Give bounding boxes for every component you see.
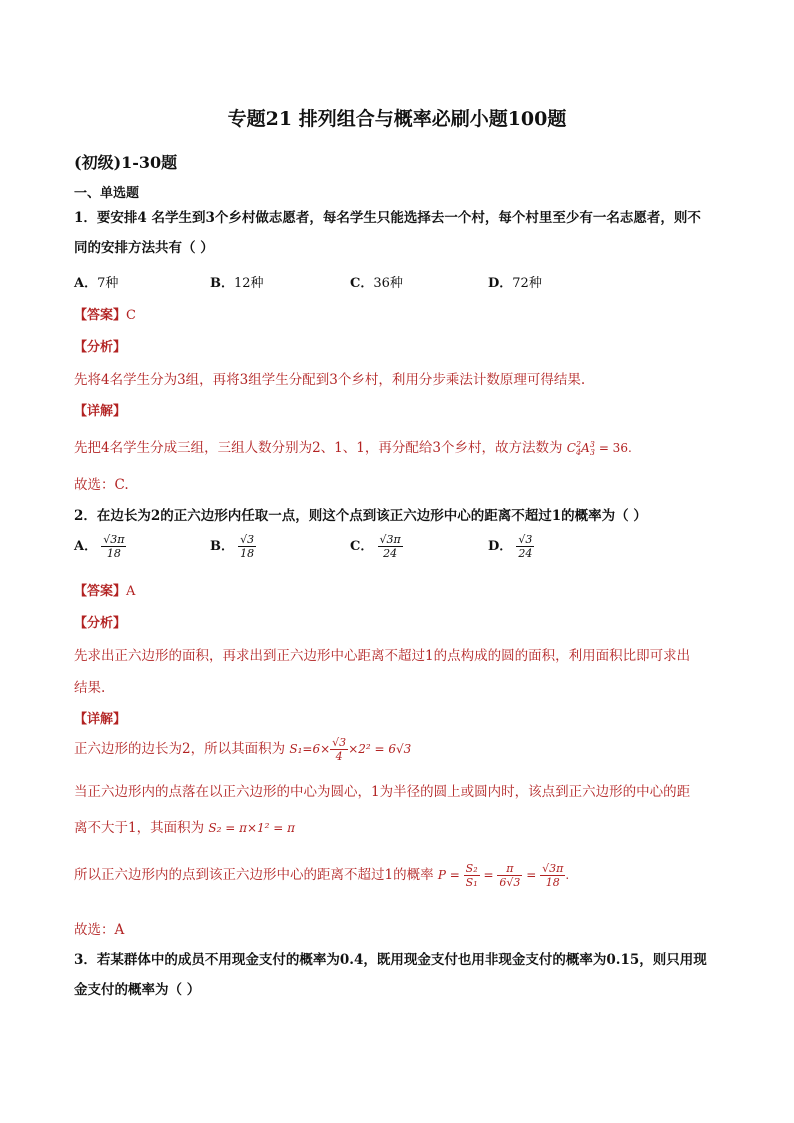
option-label: A．	[74, 539, 98, 554]
combination-sub: 4	[576, 448, 582, 458]
q3-stem-line2: 金支付的概率为（ ）	[74, 982, 201, 998]
probability-formula: P = $\frac{\text{S₂}}{\text{S₁}}$ = $\frac{\pi}{6√3}$ = $\frac{√3\pi}{18}$ .	[437, 862, 570, 889]
fraction-numerator: √3π	[379, 533, 401, 546]
fraction-numerator: √3π	[103, 533, 125, 546]
answer-value: A	[126, 584, 136, 599]
q1-option-a	[74, 272, 118, 291]
detail-sentence: 离不大于1，其面积为	[74, 820, 205, 836]
q3-stem-line1: 3．若某群体中的成员不用现金支付的概率为0.4，既用现金支付也用非现金支付的概率为0.15，则只用现	[74, 952, 707, 968]
fraction-denominator: 24	[383, 547, 398, 560]
fraction-denominator: 6√3	[499, 876, 521, 889]
option-fraction	[101, 533, 126, 560]
fraction-numerator: √3	[518, 533, 533, 546]
q1-choice: 故选：C.	[74, 477, 129, 493]
q2-option-d	[488, 533, 534, 560]
fraction-denominator: 24	[518, 547, 533, 560]
arrangement-sub: 3	[589, 448, 595, 458]
q1-detail-tag: 【详解】	[74, 404, 127, 419]
fraction-numerator: S₂	[465, 862, 478, 875]
fraction-numerator: √3	[240, 533, 255, 546]
option-value: 72种	[512, 276, 542, 291]
q1-stem-line2: 同的安排方法共有（ ）	[74, 240, 214, 256]
q1-analysis-text: 先将4名学生分为3组，再将3组学生分配到3个乡村，利用分步乘法计数原理可得结果.	[74, 372, 586, 388]
q2-analysis-tag: 【分析】	[74, 616, 127, 631]
section-heading: 一、单选题	[74, 186, 140, 201]
q1-option-b	[210, 272, 264, 291]
arrangement-sup: 3	[589, 440, 595, 449]
q2-analysis-line2: 结果.	[74, 680, 106, 696]
formula-fraction	[330, 736, 348, 763]
q2-option-b	[210, 533, 256, 560]
q2-option-c	[350, 533, 403, 560]
option-label: C．	[350, 276, 374, 291]
option-value: 7种	[97, 276, 119, 291]
arrangement-symbol: A	[581, 441, 590, 455]
q2-detail-line2: 当正六边形内的点落在以正六边形的中心为圆心，1为半径的圆上或圆内时，该点到正六边形的中心的距	[74, 784, 691, 800]
formula-result: = 36.	[598, 441, 632, 455]
combination-sup: 2	[575, 440, 582, 449]
formula-part: ×2² = 6√3	[348, 742, 412, 756]
option-value: 12种	[234, 276, 264, 291]
option-fraction	[378, 533, 403, 560]
area-formula-s1	[289, 736, 412, 763]
q1-detail-text	[74, 436, 632, 457]
option-label: C．	[350, 539, 374, 554]
q1-stem-line1: 1．要安排4 名学生到3个乡村做志愿者，每名学生只能选择去一个村，每个村里至少有一名志愿者，则不	[74, 210, 701, 226]
fraction-denominator: 18	[545, 876, 560, 889]
option-label: B．	[210, 539, 234, 554]
area-formula-s2: S₂ = π×1² = π	[208, 821, 296, 835]
fraction-numerator: √3π	[542, 862, 564, 875]
formula-fraction	[464, 862, 480, 889]
detail-sentence: 所以正六边形内的点到该正六边形中心的距离不超过1的概率	[74, 867, 434, 883]
q2-stem: 2．在边长为2的正六边形内任取一点，则这个点到该正六边形中心的距离不超过1的概率为（ ）	[74, 508, 647, 524]
answer-tag: 【答案】	[74, 584, 127, 599]
q1-analysis-tag: 【分析】	[74, 340, 127, 355]
q2-choice: 故选：A	[74, 922, 125, 938]
answer-tag: 【答案】	[74, 308, 127, 323]
q2-answer	[74, 580, 135, 599]
fraction-denominator: 18	[240, 547, 255, 560]
q2-detail-line4	[74, 862, 569, 889]
q2-detail-line3	[74, 816, 295, 836]
q1-answer	[74, 304, 136, 323]
formula-part: P =	[437, 868, 460, 882]
detail-sentence: 先把4名学生分成三组，三组人数分别为2、1、1，再分配给3个乡村，故方法数为	[74, 440, 563, 456]
fraction-denominator: 18	[106, 547, 121, 560]
q2-detail-line1	[74, 736, 411, 763]
fraction-numerator: √3	[332, 736, 347, 749]
q2-option-a	[74, 533, 126, 560]
fraction-denominator: 4	[335, 750, 343, 763]
subtitle: (初级)1-30题	[74, 153, 178, 172]
option-label: A．	[74, 276, 98, 291]
formula-part: S₁=6×	[289, 742, 331, 756]
q1-option-d	[488, 272, 542, 291]
formula-fraction	[540, 862, 565, 889]
detail-sentence: 正六边形的边长为2，所以其面积为	[74, 741, 286, 757]
q1-option-c	[350, 272, 403, 291]
q2-analysis-line1: 先求出正六边形的面积，再求出到正六边形中心距离不超过1的点构成的圆的面积，利用面积比即可求出	[74, 648, 691, 664]
formula-fraction	[497, 862, 522, 889]
q2-detail-tag: 【详解】	[74, 712, 127, 727]
option-fraction	[238, 533, 256, 560]
option-value: 36种	[373, 276, 403, 291]
combination-symbol: C	[566, 441, 576, 455]
fraction-denominator: S₁	[465, 876, 478, 889]
fraction-numerator: π	[497, 862, 522, 876]
option-label: B．	[210, 276, 234, 291]
option-label: D．	[488, 276, 513, 291]
option-fraction	[516, 533, 534, 560]
answer-value: C	[126, 308, 136, 323]
option-label: D．	[488, 539, 513, 554]
page-title: 专题21 排列组合与概率必刷小题100题	[227, 108, 567, 130]
detail-formula	[566, 440, 632, 458]
